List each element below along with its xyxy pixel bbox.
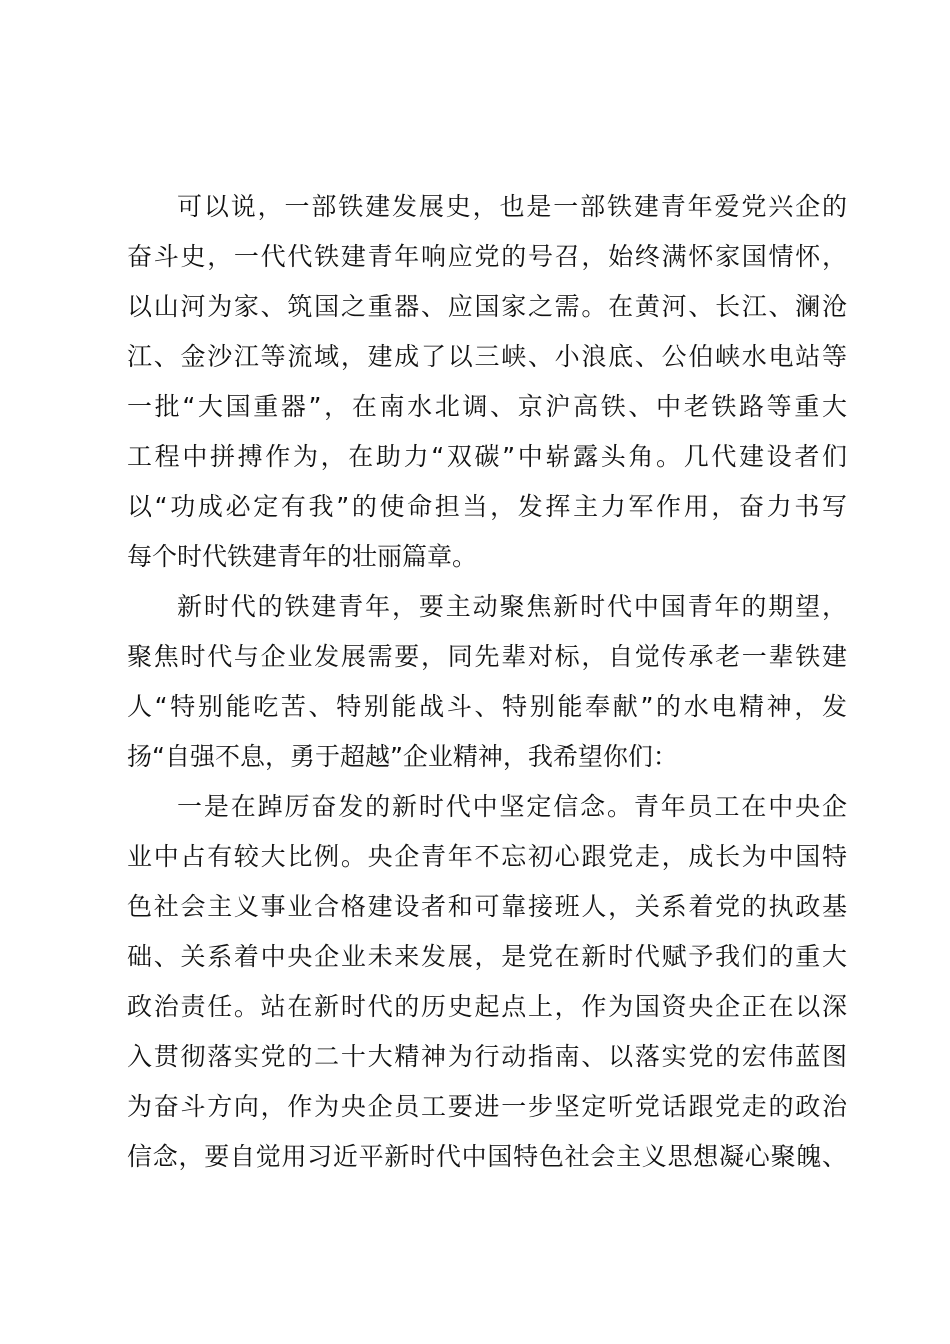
text-line: 政治责任。站在新时代的历史起点上，作为国资央企正在以深 <box>127 992 847 1021</box>
text-line: 工程中拼搏作为，在助力“双碳”中崭露头角。几代建设者们 <box>127 442 847 471</box>
paragraph-2 <box>127 582 847 782</box>
document-body <box>127 182 847 1182</box>
text-line: 可以说，一部铁建发展史，也是一部铁建青年爱党兴企的 <box>177 192 847 221</box>
paragraph-3 <box>127 782 847 1182</box>
text-line: 人“特别能吃苦、特别能战斗、特别能奉献”的水电精神，发 <box>127 692 847 721</box>
text-line: 每个时代铁建青年的壮丽篇章。 <box>127 542 478 571</box>
text-line: 色社会主义事业合格建设者和可靠接班人，关系着党的执政基 <box>127 892 847 921</box>
text-line: 业中占有较大比例。央企青年不忘初心跟党走，成长为中国特 <box>127 842 847 871</box>
paragraph-1 <box>127 182 847 582</box>
text-line: 一批“大国重器”，在南水北调、京沪高铁、中老铁路等重大 <box>127 392 847 421</box>
text-line: 江、金沙江等流域，建成了以三峡、小浪底、公伯峡水电站等 <box>127 342 847 371</box>
text-line: 为奋斗方向，作为央企员工要进一步坚定听党话跟党走的政治 <box>127 1092 847 1121</box>
text-line: 新时代的铁建青年，要主动聚焦新时代中国青年的期望， <box>177 592 847 621</box>
text-line: 以山河为家、筑国之重器、应国家之需。在黄河、长江、澜沧 <box>127 292 847 321</box>
text-line: 以“功成必定有我”的使命担当，发挥主力军作用，奋力书写 <box>127 492 847 521</box>
text-line: 聚焦时代与企业发展需要，同先辈对标，自觉传承老一辈铁建 <box>127 642 847 671</box>
text-line: 扬“自强不息，勇于超越”企业精神，我希望你们： <box>127 742 678 771</box>
text-line: 一是在踔厉奋发的新时代中坚定信念。青年员工在中央企 <box>177 792 847 821</box>
text-line: 入贯彻落实党的二十大精神为行动指南、以落实党的宏伟蓝图 <box>127 1042 847 1071</box>
text-line: 奋斗史，一代代铁建青年响应党的号召，始终满怀家国情怀， <box>127 242 847 271</box>
text-line: 础、关系着中央企业未来发展，是党在新时代赋予我们的重大 <box>127 942 847 971</box>
text-line: 信念，要自觉用习近平新时代中国特色社会主义思想凝心聚魄、 <box>127 1142 847 1171</box>
